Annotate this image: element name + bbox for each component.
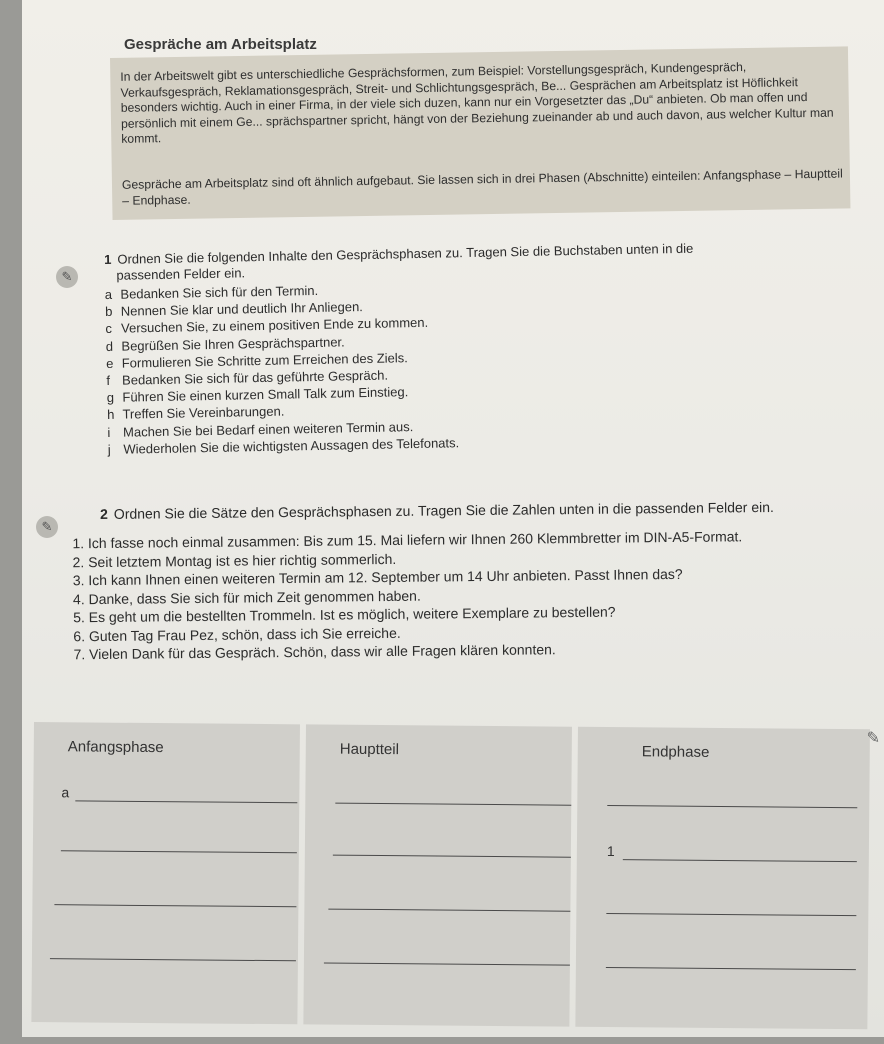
pencil-icon: ✎ [36,516,58,538]
task-2-number: 2 [100,505,108,522]
answer-field[interactable] [335,803,571,806]
column-hauptteil [303,724,572,1026]
list-item: 1. Ich fasse noch einmal zusammen: Bis zum 15. Mai liefern wir Ihnen 260 Klemmbretter im DIN-A5-Format. [72,528,743,552]
intro-box [110,46,850,220]
task-1 [104,239,808,458]
pencil-icon: ✎ [56,266,78,288]
intro-paragraph-2: Gespräche am Arbeitsplatz sind oft ähnlich aufgebaut. Sie lassen sich in drei Phasen (Abschnitte) einteilen: Anfangsphase – Hauptteil – Endphase. [121,166,843,208]
intro-paragraph-1: In der Arbeitswelt gibt es unterschiedliche Gesprächsformen, zum Beispiel: Vorstellungsgespräch, Kundengespräch, Verkaufsgespräch, Reklamationsgespräch, Streit- und Schlichtungsgespräch, Be... Gesprächen am Arbeitsplatz ist Höflichkeit besonders wichtig. Auch in einer Firma, in der viele sich duzen, kann nur ein Vorgesetzter das „Du“ anbieten. Ob man offen und persönlich mit einem Ge... sprächspartner spricht, hängt von der Beziehung zueinander ab und auch davon, aus welcher Kultur man kommt. [120,60,834,146]
answer-field[interactable] [328,909,570,912]
task-1-instruction-cont: passenden Felder ein. [116,265,246,283]
task-2 [72,498,862,663]
page-title: Gespräche am Arbeitsplatz [124,36,317,53]
answer-field[interactable] [607,805,857,808]
column-header: Endphase [641,743,710,761]
answer-field[interactable] [606,913,856,916]
answer-field[interactable] [324,963,570,966]
pencil-icon: ✎ [866,730,880,747]
list-item: c Versuchen Sie, zu einem positiven Ende zu kommen. [105,315,429,337]
list-item: b Nennen Sie klar und deutlich Ihr Anliegen. [105,299,363,320]
list-item: e Formulieren Sie Schritte zum Erreichen des Ziels. [105,350,408,371]
answer-field[interactable] [623,859,857,862]
answer-field[interactable] [606,967,856,970]
task-1-number: 1 [104,251,112,267]
list-item: h Treffen Sie Vereinbarungen. [106,403,285,423]
task-1-list [105,273,808,458]
list-item: j Wiederholen Sie die wichtigsten Aussagen des Telefonats. [107,435,460,457]
list-item: 7. Vielen Dank für das Gespräch. Schön, dass wir alle Fragen klären konnten. [73,641,556,663]
answer-field[interactable] [61,850,297,853]
task-1-instruction-text: Ordnen Sie die folgenden Inhalte den Gesprächsphasen zu. Tragen Sie die Buchstaben unten in die [117,240,694,267]
column-header: Anfangsphase [67,738,164,757]
list-item: 5. Es geht um die bestellten Trommeln. Ist es möglich, weitere Exemplare zu bestellen? [73,603,616,626]
task-2-instruction-text: Ordnen Sie die Sätze den Gesprächsphasen zu. Tragen Sie die Zahlen unten in die passenden Felder ein. [113,498,774,522]
column-anfangsphase [31,722,300,1024]
answer-field[interactable] [75,800,297,803]
prefilled-answer: 1 [606,843,615,860]
list-item: g Führen Sie einen kurzen Small Talk zum Einstieg. [106,384,409,406]
list-item: 4. Danke, dass Sie sich für mich Zeit genommen haben. [72,587,421,607]
column-header: Hauptteil [339,740,400,759]
list-item: 6. Guten Tag Frau Pez, schön, dass ich Sie erreiche. [73,624,401,644]
answer-field[interactable] [333,855,571,858]
column-endphase [575,727,870,1030]
list-item: d Begrüßen Sie Ihren Gesprächspartner. [105,334,345,354]
list-item: f Bedanken Sie sich für das geführte Gespräch. [106,367,389,388]
answer-field[interactable] [54,904,296,907]
list-item: i Machen Sie bei Bedarf einen weiteren Termin aus. [107,418,414,440]
list-item: a Bedanken Sie sich für den Termin. [104,282,319,302]
answer-field[interactable] [50,958,296,961]
task-2-list [72,526,861,664]
prefilled-answer: a [61,784,70,801]
list-item: 2. Seit letztem Montag ist es hier richtig sommerlich. [72,550,397,570]
list-item: 3. Ich kann Ihnen einen weiteren Termin am 12. September um 14 Uhr anbieten. Passt Ihnen das? [72,565,683,589]
answer-table [31,722,870,1044]
